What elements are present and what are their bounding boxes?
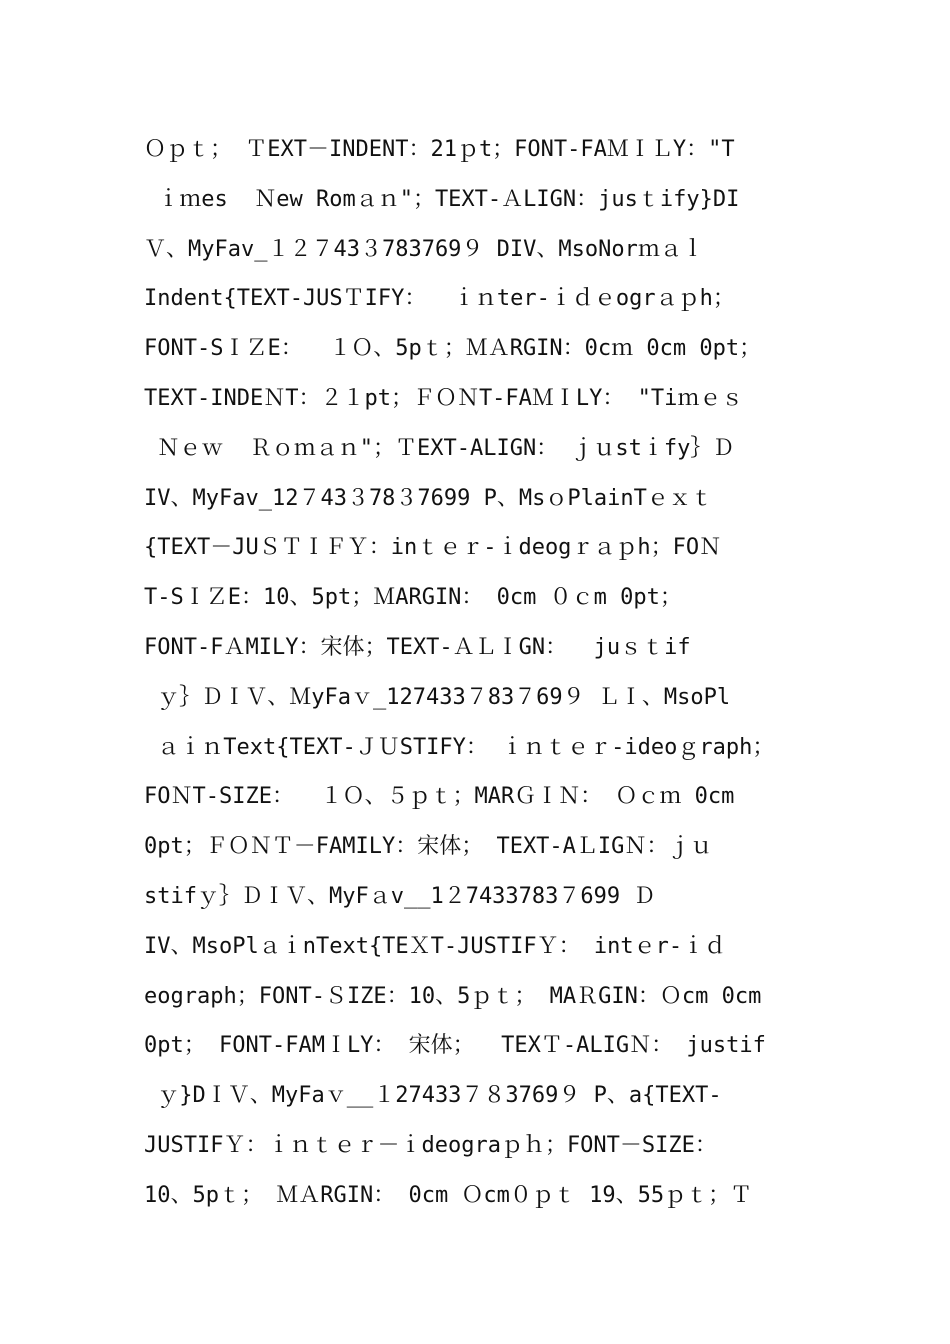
text-line: ｙ}DＩＶ、MyFaｖ__１27433７８3769９ P、a{TEXT- [144,1083,722,1109]
text-line: ｙ｝ＤＩＶ、ＭyFaｖ_127433７83７69９ ＬＩ、MsoPl [144,684,731,710]
text-line: IV、MyFav_12７43３78３7699 P、MsｏPlainTｅｘｔ [144,485,713,511]
document-body [144,125,814,1221]
text-line: Ｖ、MyFav_１２７43３783769９ DIV、MsoNorｍａｌ [144,236,704,262]
text-line: FOＮT-SIZE： １Ｏ、５ｐｔ；MARＧＩＮ： Ｏｃｍ 0cm [144,784,735,810]
text-line: eograph；FONT-ＳIZE：10、5ｐｔ； MAＲGIN：Ｏcm 0cm [144,983,762,1009]
text-line: {TEXT－JUＳＴＩＦＹ：inｔｅｒ-ｉdeogｒａｐh；FOＮ [144,535,722,561]
text-line: ａｉｎText{TEXT-ＪＵSTIFY： ｉｎｔｅｒ-ideoｇraph； [144,734,775,760]
text-line: 0pt； FONT-FAMＩLY： 宋体； TEXＴ-ALIGＮ： justif [144,1033,766,1059]
text-line: TEXT-INDEＮT：２１pt；ＦＯＮT-FAＭＩLY： "Tiｍｅｓ [144,385,744,411]
text-line: IV、MsoPlａｉnText{TEＸT-JUSTIFＹ： intｅr-ｉｄ [144,933,727,959]
text-line: ｉｍes Ｎew Romａｎ"；TEXT-ＡLIGN：jusｔify}DI [144,186,740,212]
text-line: 10、5pｔ； ＭＡRGIN： 0cm Ｏcm０ｐｔ 19、55ｐｔ；Ｔ [144,1182,753,1208]
text-line: Ｎｅｗ Ｒｏｍａｎ"；ＴEXT-ALIGN： ｊｕstｉfy｝Ｄ [144,435,735,461]
text-line: 0pt；ＦＯＮＴ－FAMILY：宋体； TEXT-AＬIGＮ：ｊｕ [144,834,713,860]
text-line: stifｙ｝ＤＩＶ、MyFａv__1２7433783７699 Ｄ [144,883,656,909]
text-line: FONT-FＡMILY：宋体；TEXT-ＡＬＩGN： juｓｔif [144,634,691,660]
text-line: Ｏｐｔ； ＴEXT－INDENT：21ｐt；FONT-FAＭＩＬY："T [144,137,735,162]
text-line: JUSTIFＹ：ｉｎｔｅｒ－ｉdeograｐｈ；FONT－SIZE： [144,1132,717,1158]
text-line: T-SＩＺE：10、5pt；ＭARGIN： 0cm ０ｃm 0pt； [144,585,682,611]
text-line: FONT-SＩＺE： １Ｏ、5pｔ；ＭＡRGIN：0cｍ 0cm 0pt； [144,336,762,362]
text-line: Indent{TEXT-JUSＴIFY： ｉｎter-ｉｄｅogrａｐh； [144,286,735,312]
